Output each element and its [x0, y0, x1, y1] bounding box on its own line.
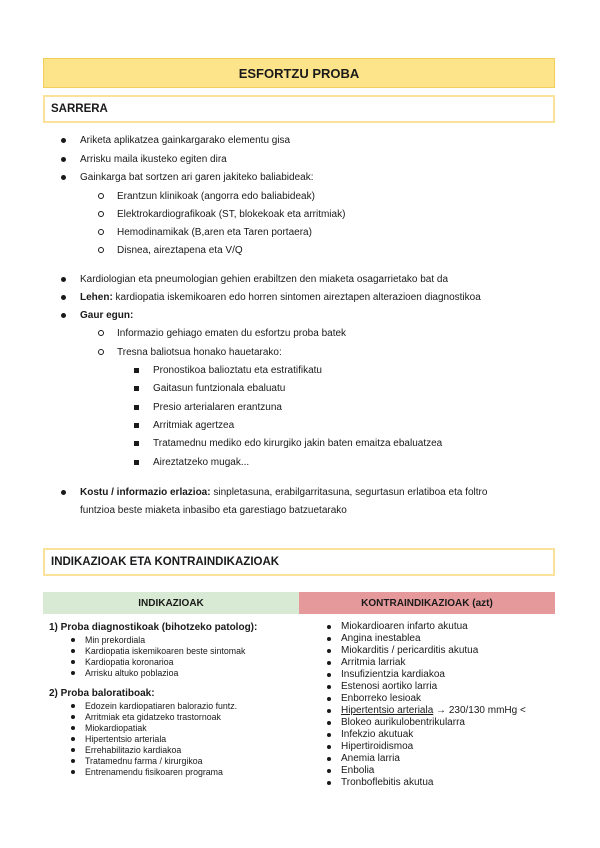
square-bullet-item: Pronostikoa balioztatu eta estratifikatu [153, 365, 322, 376]
group-title: 2) Proba baloratiboak: [49, 688, 155, 699]
indications-table [43, 592, 555, 824]
bullet-label: Lehen: [80, 292, 113, 303]
bullet-item: Kardiologian eta pneumologian gehien erabiltzen den miaketa osagarrietako bat da [80, 274, 449, 285]
square-bullet-item: Gaitasun funtzionala ebaluatu [153, 383, 286, 394]
list-item: Tratamednu farma / kirurgikoa [85, 756, 203, 766]
sub-bullet-item: Elektrokardiografikoak (ST, blokekoak eta arritmiak) [117, 209, 346, 220]
bullet-item: Gainkarga bat sortzen ari garen jakiteko baliabideak: [80, 172, 314, 183]
list-item: Arrisku altuko poblazioa [85, 668, 179, 678]
bullet-item: Ariketa aplikatzea gainkargarako elementu gisa [80, 135, 291, 146]
list-item: Enbolia [341, 765, 375, 776]
bullet-continuation: funtzioa beste miaketa inbasibo eta garestiago batzuetarako [80, 505, 347, 516]
list-item: Arritmiak eta gidatzeko trastornoak [85, 712, 221, 722]
list-item: Min prekordiala [85, 635, 146, 645]
list-item: Anemia larria [341, 753, 400, 764]
list-item: Angina inestablea [341, 633, 421, 644]
square-bullet-item: Presio arterialaren erantzuna [153, 402, 282, 413]
hypertension-link[interactable]: Hipertentsio arteriala [341, 705, 434, 716]
indikazioak-cell [43, 614, 299, 824]
list-item: Enborreko lesioak [341, 693, 422, 704]
bullet-item-kostu [80, 486, 487, 499]
list-item: Hipertentsio arteriala [85, 734, 167, 744]
square-bullet-item: Aireztatzeko mugak... [153, 457, 250, 468]
list-item: Arritmia larriak [341, 657, 406, 668]
section-heading-sarrera: SARRERA [43, 95, 555, 123]
list-item: Errehabilitazio kardiakoa [85, 745, 182, 755]
section-heading-indikazioak: INDIKAZIOAK ETA KONTRAINDIKAZIOAK [43, 548, 555, 576]
bullet-label: Gaur egun: [80, 310, 134, 321]
list-item: Hipertiroidismoa [341, 741, 414, 752]
bullet-item: Arrisku maila ikusteko egiten dira [80, 154, 227, 165]
list-item: Blokeo aurikulobentrikularra [341, 717, 465, 728]
sub-bullet-item: Hemodinamikak (B,aren eta Taren portaera) [117, 227, 312, 238]
column-header-indikazioak: INDIKAZIOAK [43, 592, 299, 614]
list-item: Kardiopatia koronarioa [85, 657, 174, 667]
list-item: Miokarditis / pericarditis akutua [341, 645, 479, 656]
group-title: 1) Proba diagnostikoak (bihotzeko patolog): [49, 622, 258, 633]
page-title: ESFORTZU PROBA [43, 58, 555, 88]
column-header-kontraindikazioak: KONTRAINDIKAZIOAK (azt) [299, 592, 555, 614]
square-bullet-item: Tratamednu mediko edo kirurgiko jakin baten emaitza ebaluatzea [153, 438, 443, 449]
bullet-item-gaur [80, 309, 133, 322]
bullet-text: sinpletasuna, erabilgarritasuna, segurtasun erlatiboa eta foltro [210, 487, 488, 498]
list-item: Kardiopatia iskemikoaren beste sintomak [85, 646, 246, 656]
list-item: Estenosi aortiko larria [341, 681, 438, 692]
list-item: Infekzio akutuak [341, 729, 414, 740]
list-item: Miokardiopatiak [85, 723, 147, 733]
sub-bullet-item: Disnea, aireztapena eta V/Q [117, 245, 243, 256]
bullet-label: Kostu / informazio erlazioa: [80, 487, 211, 498]
sub-bullet-item: Informazio gehiago ematen du esfortzu proba batek [117, 328, 347, 339]
bullet-item-lehen [80, 291, 481, 304]
kontraindikazioak-cell [299, 614, 555, 824]
list-item: Entrenamendu fisikoaren programa [85, 767, 223, 777]
hta-threshold: → 230/130 mmHg < [433, 705, 526, 716]
square-bullet-item: Arritmiak agertzea [153, 420, 235, 431]
list-item: Insufizientzia kardiakoa [341, 669, 445, 680]
sub-bullet-item: Erantzun klinikoak (angorra edo baliabideak) [117, 191, 315, 202]
sub-bullet-item: Tresna baliotsua honako hauetarako: [117, 347, 282, 358]
list-item: Miokardioaren infarto akutua [341, 621, 468, 632]
bullet-text: kardiopatia iskemikoaren edo horren sintomen aireztapen alterazioen diagnostikoa [112, 292, 481, 303]
list-item: Edozein kardiopatiaren balorazio funtz. [85, 701, 238, 711]
list-item-hta [341, 705, 526, 717]
list-item: Tronboflebitis akutua [341, 777, 434, 788]
